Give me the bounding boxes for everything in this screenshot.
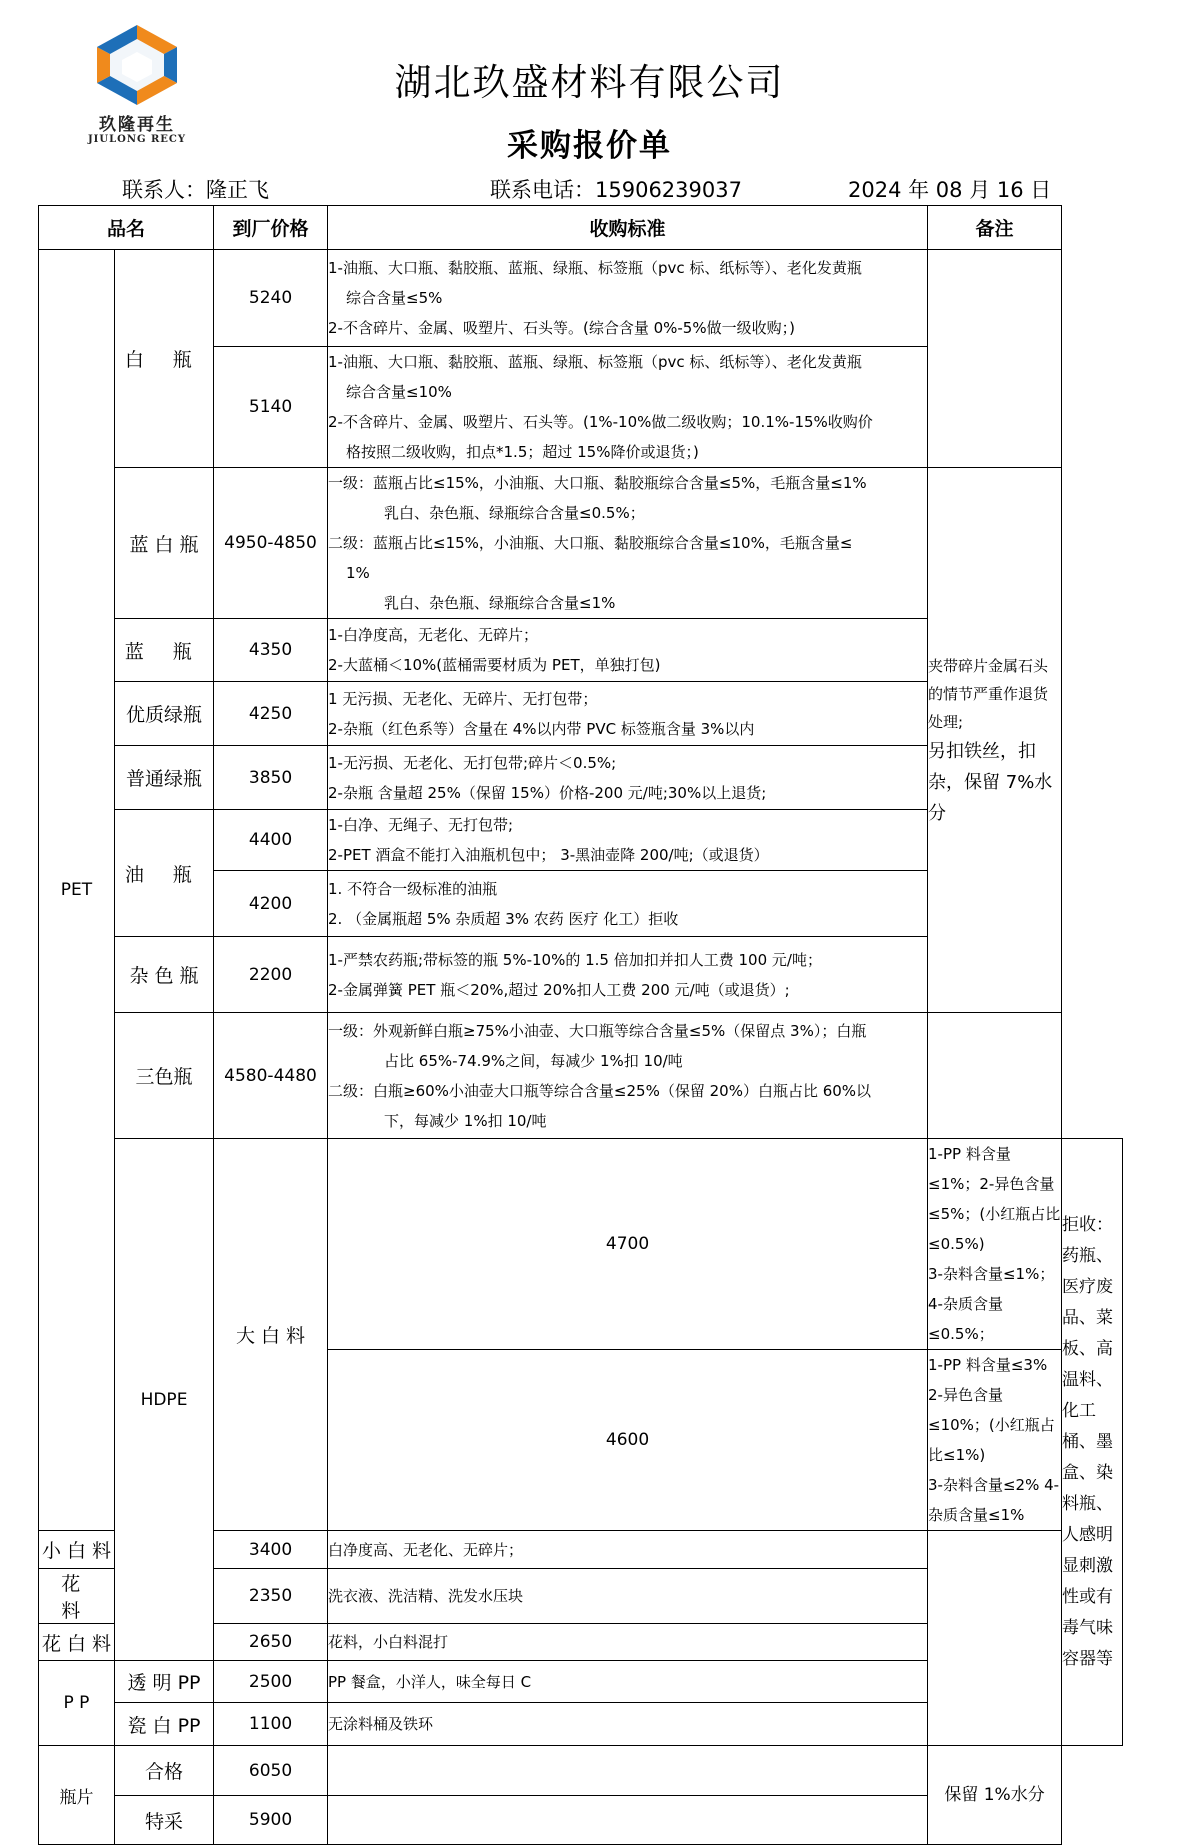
price-cell: 2500 xyxy=(214,1661,328,1703)
note-reject: 拒收：药瓶、医疗废品、菜板、高温料、化工桶、墨盒、染料瓶、人感明显刺激性或有毒气味容器等 xyxy=(1062,1139,1123,1746)
product-special-flakes: 特采 xyxy=(115,1796,214,1845)
price-cell: 4400 xyxy=(214,810,328,871)
contact-person: 联系人：隆正飞 xyxy=(122,178,269,202)
product-premium-green-bottle: 优质绿瓶 xyxy=(115,682,214,746)
standard-cell: 1. 不符合一级标准的油瓶 2. （金属瓶超 5% 杂质超 3% 农药 医疗 化工）拒收 xyxy=(328,871,928,937)
price-table xyxy=(38,205,1123,1845)
standard-cell: PP 餐盒，小洋人，味全每日 C xyxy=(328,1661,928,1703)
price-cell: 4250 xyxy=(214,682,328,746)
product-mixed-color-bottle: 杂 色 瓶 xyxy=(115,937,214,1013)
product-flower-white-material: 花 白 料 xyxy=(39,1624,115,1661)
product-tricolor-bottle: 三色瓶 xyxy=(115,1013,214,1139)
product-blue-white-bottle: 蓝 白 瓶 xyxy=(115,468,214,619)
product-porcelain-white-pp: 瓷 白 PP xyxy=(115,1703,214,1746)
price-cell: 2350 xyxy=(214,1569,328,1624)
standard-cell: 一级：外观新鲜白瓶≥75%小油壶、大口瓶等综合含量≤5%（保留点 3%）；白瓶 占比 65%-74.9%之间，每减少 1%扣 10/吨 二级：白瓶≥60%小油壶大口瓶等综合含量≤25%（保留 20%）白瓶占比 60%以 下，每减少 1%扣 10/吨 xyxy=(328,1013,928,1139)
product-normal-green-bottle: 普通绿瓶 xyxy=(115,746,214,810)
table-header-row xyxy=(39,206,1123,250)
table-row xyxy=(39,1746,1123,1796)
standard-cell: 1 无污损、无老化、无碎片、无打包带； 2-杂瓶（红色系等）含量在 4%以内带 PVC 标签瓶含量 3%以内 xyxy=(328,682,928,746)
standard-cell-empty xyxy=(328,1746,928,1796)
contact-phone: 联系电话：15906239037 xyxy=(490,178,742,202)
note-pet: 夹带碎片金属石头的情节严重作退货处理; 另扣铁丝，扣杂，保留 7%水分 xyxy=(928,468,1062,1013)
standard-cell: 1-白净、无绳子、无打包带; 2-PET 酒盒不能打入油瓶机包中； 3-黑油壶降 200/吨;（或退货） xyxy=(328,810,928,871)
standard-cell: 1-严禁农药瓶;带标签的瓶 5%-10%的 1.5 倍加扣并扣人工费 100 元/吨； 2-金属弹簧 PET 瓶＜20%,超过 20%扣人工费 200 元/吨（或退货）; xyxy=(328,937,928,1013)
standard-cell: 1-油瓶、大口瓶、黏胶瓶、蓝瓶、绿瓶、标签瓶（pvc 标、纸标等）、老化发黄瓶 综合含量≤5% 2-不含碎片、金属、吸塑片、石头等。(综合含量 0%-5%做一级收购；) xyxy=(328,250,928,347)
price-cell: 4350 xyxy=(214,619,328,682)
column-header-note: 备注 xyxy=(928,206,1062,250)
standard-cell: 一级：蓝瓶占比≤15%，小油瓶、大口瓶、黏胶瓶综合含量≤5%，毛瓶含量≤1% 乳白、杂色瓶、绿瓶综合含量≤0.5%； 二级：蓝瓶占比≤15%，小油瓶、大口瓶、黏胶瓶综合含量≤10%，毛瓶含量≤ 1% 乳白、杂色瓶、绿瓶综合含量≤1% xyxy=(328,468,928,619)
document-title: 采购报价单 xyxy=(507,128,672,164)
table-row xyxy=(39,468,1123,619)
product-flower-material: 花 料 xyxy=(39,1569,115,1624)
logo-brand-cn: 玖隆再生 xyxy=(99,115,175,135)
standard-cell: 洗衣液、洗洁精、洗发水压块 xyxy=(328,1569,928,1624)
price-cell: 4950-4850 xyxy=(214,468,328,619)
column-header-standard: 收购标准 xyxy=(328,206,928,250)
standard-cell: 1-PP 料含量≤1%；2-异色含量≤5%；(小红瓶占比≤0.5%) 3-杂料含量≤1%； 4-杂质含量≤0.5%； xyxy=(928,1139,1062,1350)
note-cell-empty xyxy=(928,1013,1062,1139)
category-hdpe: HDPE xyxy=(115,1139,214,1661)
price-cell: 2650 xyxy=(214,1624,328,1661)
product-qualified-flakes: 合格 xyxy=(115,1746,214,1796)
standard-cell: 1-油瓶、大口瓶、黏胶瓶、蓝瓶、绿瓶、标签瓶（pvc 标、纸标等）、老化发黄瓶 综合含量≤10% 2-不含碎片、金属、吸塑片、石头等。(1%-10%做二级收购；10.1%-15%收购价 格按照二级收购，扣点*1.5；超过 15%降价或退货；) xyxy=(328,347,928,468)
standard-cell: 1-白净度高，无老化、无碎片； 2-大蓝桶＜10%(蓝桶需要材质为 PET，单独打包) xyxy=(328,619,928,682)
price-cell: 5140 xyxy=(214,347,328,468)
table-row xyxy=(39,1661,1123,1703)
price-cell: 5900 xyxy=(214,1796,328,1845)
category-pp: P P xyxy=(39,1661,115,1746)
standard-cell: 1-PP 料含量≤3% 2-异色含量≤10%；(小红瓶占比≤1%) 3-杂料含量≤2% 4-杂质含量≤1% xyxy=(928,1350,1062,1531)
table-row xyxy=(39,1703,1123,1746)
company-name: 湖北玖盛材料有限公司 xyxy=(394,61,785,104)
table-row xyxy=(39,250,1123,347)
category-flakes: 瓶片 xyxy=(39,1746,115,1845)
product-oil-bottle: 油 瓶 xyxy=(115,810,214,937)
product-clear-pp: 透 明 PP xyxy=(115,1661,214,1703)
standard-cell: 白净度高、无老化、无碎片； xyxy=(328,1531,928,1569)
standard-cell-empty xyxy=(328,1796,928,1845)
price-cell: 3850 xyxy=(214,746,328,810)
note-cell-empty xyxy=(928,250,1062,468)
product-blue-bottle: 蓝 瓶 xyxy=(115,619,214,682)
price-cell: 5240 xyxy=(214,250,328,347)
quote-date: 2024 年 08 月 16 日 xyxy=(848,178,1052,202)
standard-cell: 无涂料桶及铁环 xyxy=(328,1703,928,1746)
table-row xyxy=(39,1139,1123,1350)
logo-brand-en: JIULONG RECY xyxy=(87,134,187,145)
price-cell: 4580-4480 xyxy=(214,1013,328,1139)
price-cell: 4700 xyxy=(328,1139,928,1350)
column-header-product: 品名 xyxy=(39,206,214,250)
price-cell: 6050 xyxy=(214,1746,328,1796)
price-cell: 4200 xyxy=(214,871,328,937)
price-cell: 4600 xyxy=(328,1350,928,1531)
price-cell: 1100 xyxy=(214,1703,328,1746)
note-flakes: 保留 1%水分 xyxy=(928,1746,1062,1845)
column-header-price: 到厂价格 xyxy=(214,206,328,250)
price-cell: 3400 xyxy=(214,1531,328,1569)
category-pet: PET xyxy=(39,250,115,1531)
standard-cell: 1-无污损、无老化、无打包带;碎片＜0.5%; 2-杂瓶 含量超 25%（保留 15%）价格-200 元/吨;30%以上退货; xyxy=(328,746,928,810)
price-cell: 2200 xyxy=(214,937,328,1013)
table-row xyxy=(39,1013,1123,1139)
standard-cell: 花料，小白料混打 xyxy=(328,1624,928,1661)
product-big-white-material: 大 白 料 xyxy=(214,1139,328,1531)
product-white-bottle: 白 瓶 xyxy=(115,250,214,468)
product-small-white-material: 小 白 料 xyxy=(39,1531,115,1569)
